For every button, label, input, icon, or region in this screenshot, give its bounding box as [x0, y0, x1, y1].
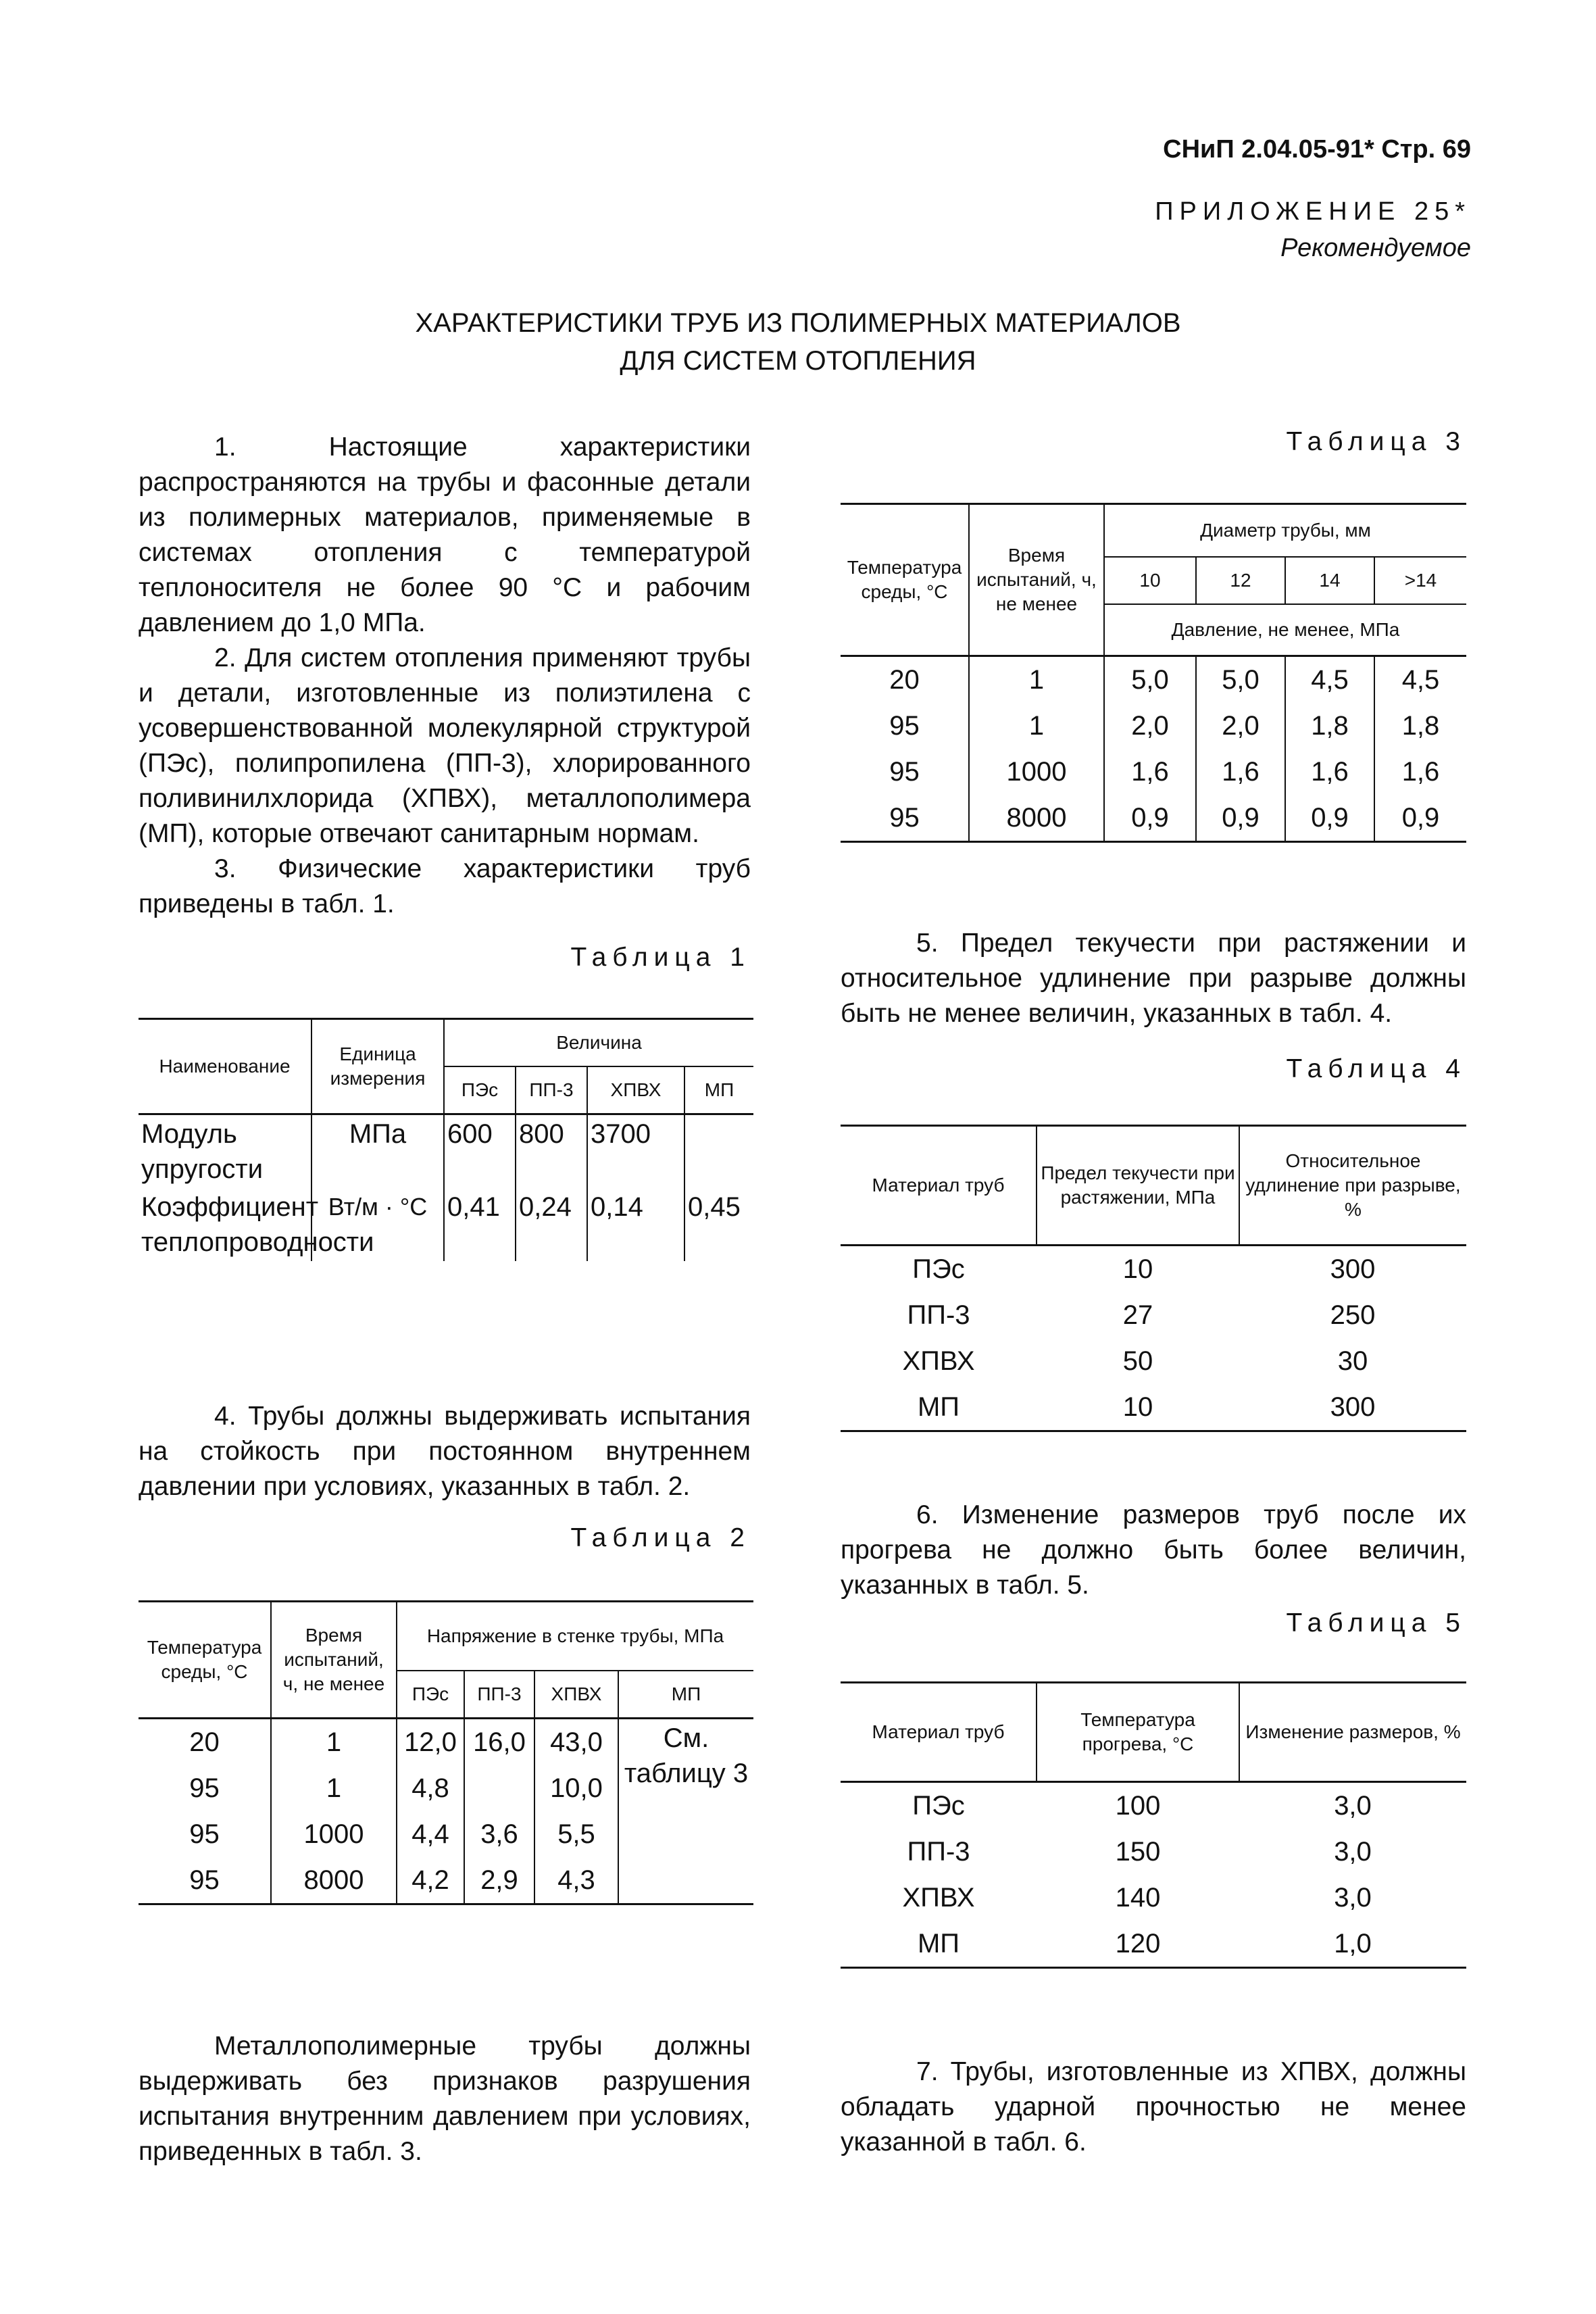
t2-header-stress: Напряжение в стенке трубы, МПа — [397, 1602, 753, 1671]
t5-change: 1,0 — [1334, 1929, 1372, 1959]
t3-cell: 5,0 — [1104, 656, 1196, 704]
t1-cell: 800 — [516, 1114, 587, 1189]
t2-cell: 4,2 — [397, 1857, 464, 1904]
t2-temp: 20 — [189, 1727, 220, 1757]
t4-material: ПЭс — [912, 1254, 965, 1284]
t5-row — [841, 1875, 1466, 1921]
t2-col-pp3: ПП-3 — [464, 1671, 534, 1719]
paragraph-2: 2. Для систем отопления применяют трубы и детали, изготовленные из полиэтилена с усовершенствованной молекулярной структурой (ПЭс), полипропилена (ПП-3), хлорированного поливинилхлорида (ХПВХ), металлополимера (МП), которые отвечают санитарным нормам. — [139, 643, 751, 848]
t4-material: ХПВХ — [902, 1346, 975, 1376]
t2-row — [139, 1719, 753, 1766]
t5-material: МП — [917, 1929, 960, 1959]
t2-cell: 5,5 — [534, 1811, 618, 1857]
t4-row — [841, 1292, 1466, 1338]
t4-material: ПП-3 — [907, 1300, 970, 1330]
t2-col-mp: МП — [618, 1671, 753, 1719]
t3-cell: 0,9 — [1285, 795, 1374, 842]
t1-row-modulus — [139, 1114, 753, 1189]
t1-cell: 0,41 — [444, 1188, 516, 1261]
paragraph-7: 7. Трубы, изготовленные из ХПВХ, должны обладать ударной прочностью не менее указанной в табл. 6. — [841, 2057, 1466, 2157]
t1-cell — [684, 1114, 753, 1189]
t3-temp: 20 — [889, 665, 920, 695]
t5-temp: 150 — [1115, 1837, 1161, 1867]
paragraph-4: 4. Трубы должны выдерживать испытания на стойкость при постоянном внутреннем давлении при условиях, указанных в табл. 2. — [139, 1402, 751, 1501]
t2-time: 1 — [271, 1719, 397, 1766]
t1-cell: 0,24 — [516, 1188, 587, 1261]
t3-cell: 5,0 — [1196, 656, 1285, 704]
t4-elongation: 300 — [1330, 1254, 1376, 1284]
t3-col-gt14: >14 — [1374, 557, 1466, 604]
t3-temp: 95 — [889, 711, 920, 741]
t3-cell: 1,6 — [1196, 749, 1285, 795]
table-3 — [841, 503, 1466, 843]
t3-row — [841, 703, 1466, 749]
t2-col-hpvh: ХПВХ — [534, 1671, 618, 1719]
t3-cell: 1,6 — [1104, 749, 1196, 795]
t3-col-10: 10 — [1104, 557, 1196, 604]
left-metal-note — [139, 2029, 751, 2169]
t4-elongation: 300 — [1330, 1392, 1376, 1422]
t2-cell: 2,9 — [464, 1857, 534, 1904]
t4-elongation: 30 — [1337, 1346, 1368, 1376]
t5-material: ПП-3 — [907, 1837, 970, 1867]
t2-mp-note: См. таблицу 3 — [618, 1719, 753, 1904]
t2-cell — [464, 1765, 534, 1811]
table-4 — [841, 1125, 1466, 1432]
t5-temp: 120 — [1115, 1929, 1161, 1959]
t3-header-pressure: Давление, не менее, МПа — [1104, 604, 1466, 656]
t2-cell: 43,0 — [534, 1719, 618, 1766]
t3-cell: 4,5 — [1285, 656, 1374, 704]
t3-time: 1 — [969, 703, 1104, 749]
t3-header-diameter: Диаметр трубы, мм — [1104, 504, 1466, 558]
t1-header-unit: Единица измерения — [311, 1019, 444, 1114]
t5-material: ХПВХ — [902, 1883, 975, 1913]
t1-col-pp3: ПП-3 — [516, 1066, 587, 1114]
t1-cell: 0,45 — [684, 1188, 753, 1261]
t3-time: 1000 — [969, 749, 1104, 795]
table5-caption: Таблица 5 — [1286, 1608, 1466, 1638]
t5-row — [841, 1829, 1466, 1875]
t1-name: Коэффициент теплопроводности — [141, 1192, 374, 1257]
t5-temp: 140 — [1115, 1883, 1161, 1913]
t3-cell: 1,8 — [1285, 703, 1374, 749]
document-title — [0, 304, 1596, 380]
t4-row — [841, 1384, 1466, 1431]
t3-cell: 0,9 — [1196, 795, 1285, 842]
t1-cell: 3700 — [587, 1114, 684, 1189]
t5-header-change: Изменение размеров, % — [1239, 1683, 1466, 1782]
t3-cell: 1,8 — [1374, 703, 1466, 749]
t2-time: 1000 — [271, 1811, 397, 1857]
t1-name: Модуль упругости — [141, 1119, 264, 1184]
paragraph-5: 5. Предел текучести при растяжении и относительное удлинение при разрыве должны быть не менее величин, указанных в табл. 4. — [841, 929, 1466, 1028]
t3-cell: 1,6 — [1285, 749, 1374, 795]
table3-caption: Таблица 3 — [1286, 427, 1466, 456]
table-2 — [139, 1600, 753, 1905]
table4-caption: Таблица 4 — [1286, 1054, 1466, 1083]
t5-header-temp: Температура прогрева, °С — [1037, 1683, 1239, 1782]
t2-temp: 95 — [189, 1773, 220, 1803]
t4-yield: 27 — [1122, 1300, 1153, 1330]
t1-unit: Вт/м · °С — [311, 1188, 444, 1261]
t4-row — [841, 1338, 1466, 1384]
t2-header-time: Время испытаний, ч, не менее — [271, 1602, 397, 1719]
paragraph-3: 3. Физические характеристики труб приведены в табл. 1. — [139, 854, 751, 918]
document-code: СНиП 2.04.05-91* Стр. 69 — [1163, 135, 1471, 164]
t2-temp: 95 — [189, 1865, 220, 1895]
t3-col-12: 12 — [1196, 557, 1285, 604]
t1-col-pes: ПЭс — [444, 1066, 516, 1114]
t2-col-pes: ПЭс — [397, 1671, 464, 1719]
t2-cell: 4,4 — [397, 1811, 464, 1857]
t5-change: 3,0 — [1334, 1837, 1372, 1867]
t2-cell: 4,3 — [534, 1857, 618, 1904]
t3-row — [841, 749, 1466, 795]
table2-caption: Таблица 2 — [570, 1523, 751, 1552]
t3-temp: 95 — [889, 757, 920, 787]
t4-yield: 10 — [1122, 1254, 1153, 1284]
t3-cell: 2,0 — [1196, 703, 1285, 749]
t3-temp: 95 — [889, 803, 920, 833]
appendix-title: ПРИЛОЖЕНИЕ 25* — [1155, 197, 1471, 226]
t4-yield: 10 — [1122, 1392, 1153, 1422]
t4-header-elongation: Относительное удлинение при разрыве, % — [1239, 1126, 1466, 1246]
t2-header-temp: Температура среды, °С — [139, 1602, 271, 1719]
t3-cell: 1,6 — [1374, 749, 1466, 795]
t2-cell: 16,0 — [464, 1719, 534, 1766]
t4-elongation: 250 — [1330, 1300, 1376, 1330]
t2-cell: 3,6 — [464, 1811, 534, 1857]
right-section-6 — [841, 1498, 1466, 1603]
right-section-5 — [841, 926, 1466, 1031]
title-line-2: ДЛЯ СИСТЕМ ОТОПЛЕНИЯ — [620, 346, 976, 376]
t3-time: 1 — [969, 656, 1104, 704]
t1-unit: МПа — [311, 1114, 444, 1189]
t2-temp: 95 — [189, 1819, 220, 1849]
t3-cell: 0,9 — [1104, 795, 1196, 842]
t4-row — [841, 1246, 1466, 1293]
t3-cell: 2,0 — [1104, 703, 1196, 749]
t4-yield: 50 — [1122, 1346, 1153, 1376]
t4-header-yield: Предел текучести при растяжении, МПа — [1037, 1126, 1239, 1246]
paragraph-1: 1. Настоящие характеристики распространяются на трубы и фасонные детали из полимерных материалов, применяемые в системах отопления с температурой теплоносителя не более 90 °С и рабочим давлением до 1,0 МПа. — [139, 433, 751, 637]
t5-change: 3,0 — [1334, 1883, 1372, 1913]
appendix-status: Рекомендуемое — [1280, 234, 1471, 262]
t1-header-name: Наименование — [139, 1019, 311, 1114]
t3-cell: 4,5 — [1374, 656, 1466, 704]
t3-header-time: Время испытаний, ч, не менее — [969, 504, 1104, 656]
paragraph-metal: Металлополимерные трубы должны выдерживать без признаков разрушения испытания внутренним давлением при условиях, приведенных в табл. 3. — [139, 2032, 751, 2166]
t3-time: 8000 — [969, 795, 1104, 842]
title-line-1: ХАРАКТЕРИСТИКИ ТРУБ ИЗ ПОЛИМЕРНЫХ МАТЕРИАЛОВ — [415, 308, 1181, 338]
t3-row — [841, 656, 1466, 704]
right-section-7 — [841, 2054, 1466, 2160]
t3-col-14: 14 — [1285, 557, 1374, 604]
t5-row — [841, 1782, 1466, 1829]
t2-cell: 12,0 — [397, 1719, 464, 1766]
t1-cell: 0,14 — [587, 1188, 684, 1261]
t2-time: 8000 — [271, 1857, 397, 1904]
t2-cell: 10,0 — [534, 1765, 618, 1811]
t2-time: 1 — [271, 1765, 397, 1811]
t3-row — [841, 795, 1466, 842]
t5-header-material: Материал труб — [872, 1721, 1005, 1742]
left-section-4 — [139, 1399, 751, 1504]
t5-temp: 100 — [1115, 1791, 1161, 1821]
t2-cell: 4,8 — [397, 1765, 464, 1811]
t1-cell: 600 — [444, 1114, 516, 1189]
t3-header-temp: Температура среды, °С — [841, 504, 969, 656]
t5-change: 3,0 — [1334, 1791, 1372, 1821]
left-intro — [139, 430, 751, 922]
t1-row-conductivity — [139, 1188, 753, 1261]
t4-header-material: Материал труб — [872, 1175, 1005, 1196]
t5-row — [841, 1921, 1466, 1968]
t1-col-mp: МП — [684, 1066, 753, 1114]
t4-material: МП — [917, 1392, 960, 1422]
t3-cell: 0,9 — [1374, 795, 1466, 842]
table-1 — [139, 1018, 753, 1261]
t1-header-value: Величина — [444, 1019, 753, 1067]
paragraph-6: 6. Изменение размеров труб после их прогрева не должно быть более величин, указанных в табл. 5. — [841, 1500, 1466, 1600]
table1-caption: Таблица 1 — [570, 943, 751, 972]
t1-col-hpvh: ХПВХ — [587, 1066, 684, 1114]
table-5 — [841, 1681, 1466, 1969]
t5-material: ПЭс — [912, 1791, 965, 1821]
